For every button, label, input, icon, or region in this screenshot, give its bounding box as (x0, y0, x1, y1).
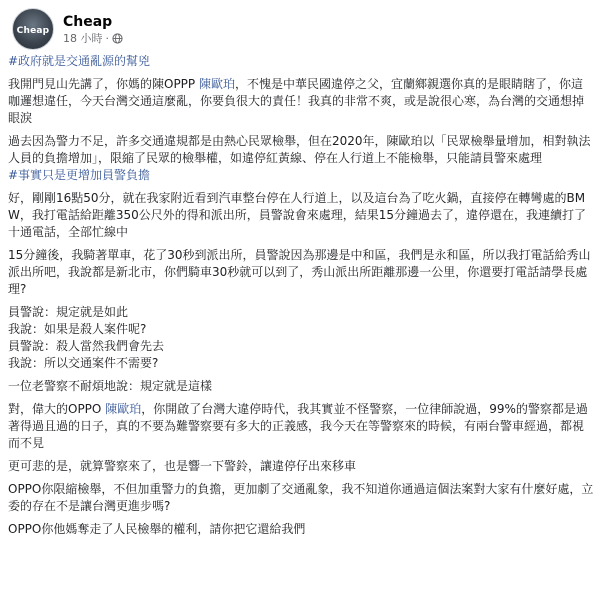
paragraph-4: 15分鐘後，我騎著單車，花了30秒到派出所，員警說因為那邊是中和區，我們是永和區，所以我打電話給秀山派出所吧，我說都是新北市，你們騎車30秒就可以到了，秀山派出所距離那邊一公里，你還要打電話請學長處理? (8, 248, 591, 296)
paragraph-6-text-b: ，你開啟了台灣大違停時代，我其實並不怪警察，一位律師說過，99%的警察都是過著得過且過的日子，真的不要為難警察要有多大的正義感，我今天在等警察來的時候，有兩台警車經過，都視而不見 (8, 402, 588, 450)
dialogue-line: 我說：所以交通案件不需要? (8, 356, 159, 370)
hashtag-1[interactable]: #政府就是交通亂源的幫兇 (8, 54, 151, 68)
paragraph-6-text-a: 對，偉大的OPPO (8, 402, 106, 416)
mention-link[interactable]: 陳歐珀 (105, 402, 142, 416)
paragraph-2: 過去因為警力不足，許多交通違規都是由熱心民眾檢舉，但在2020年，陳歐珀以「民眾檢舉量增加，相對執法人員的負擔增加」，限縮了民眾的檢舉權，如違停紅黃線、停在人行道上不能檢舉，只能請員警來處理 (8, 134, 591, 165)
paragraph-5: 一位老警察不耐煩地說：規定就是這樣 (8, 379, 213, 393)
paragraph-1-text-a: 我開門見山先講了，你媽的陳OPPP (8, 77, 199, 91)
author-block (63, 13, 123, 46)
hashtag-link[interactable] (8, 53, 594, 70)
dialogue-line: 我說：如果是殺人案件呢? (8, 322, 147, 336)
paragraph-6 (8, 401, 594, 452)
post-body (8, 53, 594, 538)
paragraph-9: OPPO你他媽奪走了人民檢舉的權利，請你把它還給我們 (8, 522, 306, 536)
meta-separator: · (105, 31, 109, 45)
avatar[interactable] (12, 8, 54, 50)
dialogue-line: 員警說：規定就是如此 (8, 305, 129, 319)
paragraph-1-text-b: ，不愧是中華民國違停之父，宜蘭鄉親選你真的是眼睛瞎了，你這咖邏想違任，今天台灣交通這麼亂，你要負很大的責任！我真的非常不爽，或是說很心寒，為台灣的交通想掉眼淚 (8, 77, 585, 125)
dialogue-line: 員警說：殺人當然我們會先去 (8, 339, 165, 353)
paragraph-7: 更可悲的是，就算警察來了，也是響一下警鈴，讓違停仔出來移車 (8, 459, 357, 473)
paragraph-1 (8, 76, 594, 127)
dialogue-block (8, 304, 594, 372)
page-name[interactable]: Cheap (63, 13, 113, 30)
post-header (12, 8, 123, 50)
paragraph-3: 好，剛剛16點50分，就在我家附近看到汽車整台停在人行道上，以及這台為了吃火鍋，直接停在轉彎處的BMW，我打電話給距離350公尺外的得和派出所，員警說會來處理，結果15分鐘過去了，違停還在，我連續打了十通電話，全部忙線中 (8, 191, 587, 239)
hashtag-2[interactable]: #事實只是更增加員警負擔 (8, 168, 151, 182)
timestamp[interactable]: 18 小時 (63, 31, 103, 45)
mention-link[interactable]: 陳歐珀 (198, 77, 235, 91)
avatar-text: Cheap (16, 26, 50, 36)
globe-icon (112, 33, 123, 44)
post-meta (63, 31, 123, 46)
paragraph-8: OPPO你限縮檢舉，不但加重警力的負擔，更加劇了交通亂象，我不知道你通過這個法案對大家有什麼好處，立委的存在不是讓台灣更進步嗎? (8, 482, 594, 513)
hashtag-link[interactable] (8, 167, 594, 184)
